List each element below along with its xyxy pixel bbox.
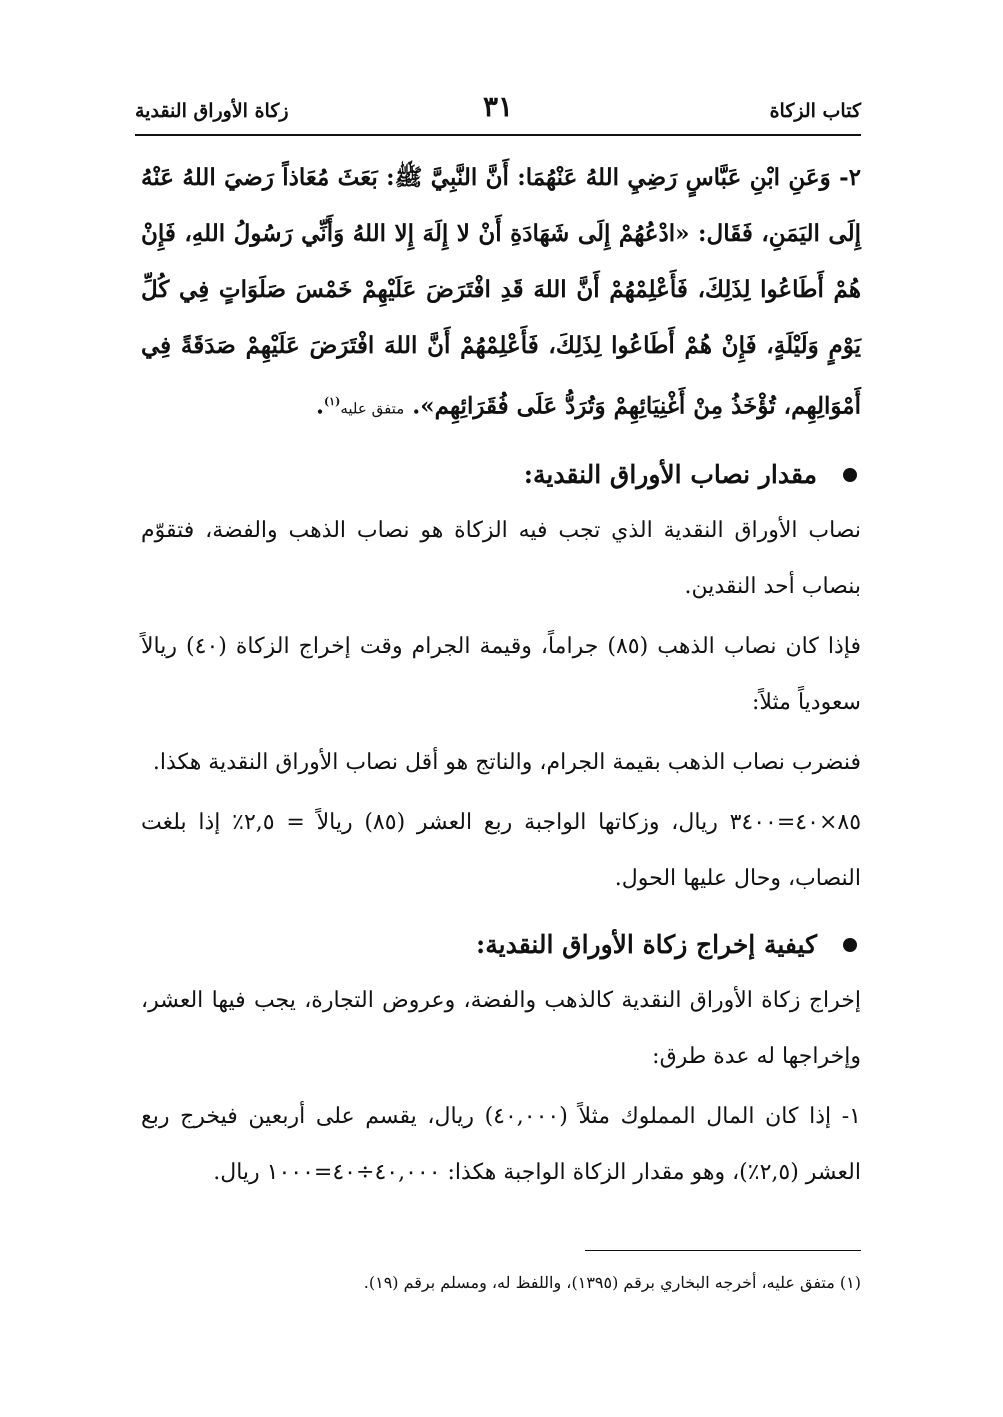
section-heading-method (141, 917, 861, 973)
footnote-divider (585, 1250, 861, 1251)
page-header (135, 88, 861, 128)
footnote-ref[interactable]: (١) (323, 395, 341, 408)
book-title: كتاب الزكاة (769, 100, 861, 122)
section-heading-nisab (141, 447, 861, 503)
hadith-end-mark: . (315, 392, 324, 420)
hadith-grading: متفق عليه (340, 399, 405, 418)
footnote: (١) متفق عليه، أخرجه البخاري برقم (١٣٩٥)، واللفظ له، ومسلم برقم (١٩). (363, 1273, 861, 1292)
method-paragraph-1: إخراج زكاة الأوراق النقدية كالذهب والفضة، وعروض التجارة، يجب فيها العشر، وإخراجها له عدة طرق: (141, 987, 861, 1069)
page-number: ٣١ (482, 90, 514, 123)
hadith-paragraph (141, 150, 861, 437)
nisab-paragraph-3: فنضرب نصاب الذهب بقيمة الجرام، والناتج هو أقل نصاب الأوراق النقدية هكذا. (152, 749, 861, 775)
bullet-icon (843, 938, 857, 952)
method-paragraph-2: ١- إذا كان المال المملوك مثلاً (٤٠,٠٠٠) ريال، يقسم على أربعين فيخرج ربع العشر (٢,٥٪)، وهو مقدار الزكاة الواجبة هكذا: ٤٠,٠٠٠÷٤٠=١٠٠٠ ريال. (141, 1103, 861, 1185)
bullet-icon (843, 468, 857, 482)
section-title: زكاة الأوراق النقدية (135, 100, 289, 122)
header-divider (135, 134, 861, 136)
hadith-text: ٢- وَعَنِ ابْنِ عَبَّاسٍ رَضِيِ اللهُ عَنْهُمَا: أَنَّ النَّبِيَّ ﷺ: بَعَثَ مُعَاذاً رَضيَ اللهُ عَنْهُ إِلَى اليَمَنِ، فَقَال: «ادْعُهُمْ إِلَى شَهَادَةِ أَنْ لا إِلَهَ إِلا اللهُ وَأَنِّي رَسُولُ اللهِ، فَإِنْ هُمْ أَطَاعُوا لِذَلِكَ، فَأَعْلِمْهُمْ أَنَّ اللهَ قَدِ افْتَرَضَ عَلَيْهِمْ خَمْسَ صَلَوَاتٍ فِي كُلِّ يَوْمٍ وَلَيْلَةٍ، فَإِنْ هُمْ أَطَاعُوا لِذَلِكَ، فَأَعْلِمْهُمْ أَنَّ اللهَ افْتَرَضَ عَلَيْهِمْ صَدَقَةً فِي أَمْوَالِهِم، تُؤْخَذُ مِنْ أَغْنِيَائِهِمْ وَتُرَدُّ عَلَى فُقَرَائِهِم». (141, 164, 861, 420)
nisab-paragraph-1: نصاب الأوراق النقدية الذي تجب فيه الزكاة هو نصاب الذهب والفضة، فتقوّم بنصاب أحد النقدين. (141, 517, 861, 599)
page-body (141, 150, 861, 1201)
section-heading-method-text: كيفية إخراج زكاة الأوراق النقدية: (476, 929, 817, 959)
nisab-paragraph-2: فإذا كان نصاب الذهب (٨٥) جراماً، وقيمة الجرام وقت إخراج الزكاة (٤٠) ريالاً سعودياً مثلاً: (141, 633, 862, 715)
nisab-paragraph-4: ٨٥×٤٠=٣٤٠٠ ريال، وزكاتها الواجبة ربع العشر (٨٥) ريالاً = ٢,٥٪ إذا بلغت النصاب، وحال عليها الحول. (141, 809, 862, 891)
section-heading-nisab-text: مقدار نصاب الأوراق النقدية: (523, 459, 817, 489)
